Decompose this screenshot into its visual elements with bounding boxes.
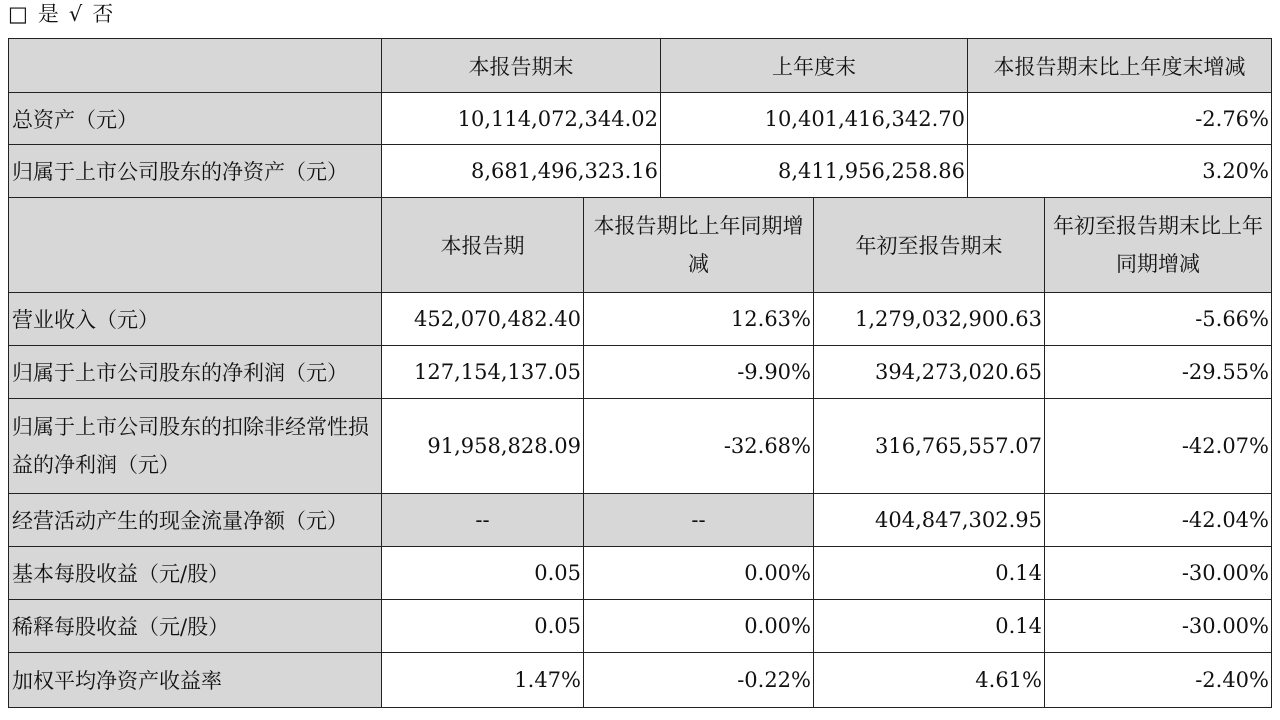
header-blank-cell: [8, 197, 382, 293]
data-cell: 10,401,416,342.70: [660, 92, 968, 145]
checkbox-icon: □: [8, 2, 28, 26]
data-cell: 0.14: [813, 599, 1045, 653]
data-cell: -2.76%: [967, 92, 1272, 145]
header-text: 本报告期比上年同期增减: [593, 214, 804, 276]
adjustment-indicator: [8, 0, 123, 28]
data-cell: -29.55%: [1044, 345, 1272, 399]
row-label: 经营活动产生的现金流量净额（元）: [8, 493, 382, 547]
row-label: 基本每股收益（元/股）: [8, 546, 382, 600]
header-cell: 本报告期末: [381, 38, 661, 93]
data-cell: 394,273,020.65: [813, 345, 1045, 399]
header-cell: 年初至报告期末: [813, 197, 1045, 293]
data-cell: --: [583, 493, 814, 547]
data-cell: 10,114,072,344.02: [381, 92, 661, 145]
row-label: 营业收入（元）: [8, 292, 382, 346]
data-cell: -9.90%: [583, 345, 814, 399]
row-label: 归属于上市公司股东的净利润（元）: [8, 345, 382, 399]
data-cell: -0.22%: [583, 652, 814, 708]
header-cell: [1044, 197, 1272, 293]
data-cell: --: [381, 493, 584, 547]
checkmark-icon: √: [68, 2, 83, 26]
data-cell: 8,681,496,323.16: [381, 144, 661, 198]
data-cell: 1.47%: [381, 652, 584, 708]
data-cell: 316,765,557.07: [813, 398, 1045, 494]
data-cell: -32.68%: [583, 398, 814, 494]
data-cell: 91,958,828.09: [381, 398, 584, 494]
data-cell: 0.00%: [583, 546, 814, 600]
data-cell: 4.61%: [813, 652, 1045, 708]
data-cell: 12.63%: [583, 292, 814, 346]
data-cell: 0.00%: [583, 599, 814, 653]
header-cell: 本报告期: [381, 197, 584, 293]
row-label: 归属于上市公司股东的净资产（元）: [8, 144, 382, 198]
data-cell: -30.00%: [1044, 546, 1272, 600]
row-label: 总资产（元）: [8, 92, 382, 145]
data-cell: 8,411,956,258.86: [660, 144, 968, 198]
row-label: 稀释每股收益（元/股）: [8, 599, 382, 653]
data-cell: 0.05: [381, 599, 584, 653]
option-yes-label: 是: [37, 2, 59, 26]
data-cell: 3.20%: [967, 144, 1272, 198]
data-cell: 452,070,482.40: [381, 292, 584, 346]
row-label: 加权平均净资产收益率: [8, 652, 382, 708]
row-label: [8, 398, 382, 494]
financial-data-table: [8, 38, 1272, 708]
header-text: 年初至报告期末比上年同期增减: [1053, 214, 1263, 276]
option-no-label: 否: [92, 2, 114, 26]
data-cell: -42.07%: [1044, 398, 1272, 494]
data-cell: 404,847,302.95: [813, 493, 1045, 547]
data-cell: -42.04%: [1044, 493, 1272, 547]
header-cell: 本报告期末比上年度末增减: [967, 38, 1272, 93]
data-cell: -2.40%: [1044, 652, 1272, 708]
header-cell: [583, 197, 814, 293]
data-cell: 127,154,137.05: [381, 345, 584, 399]
row-label-text: 归属于上市公司股东的扣除非经常性损益的净利润（元）: [12, 415, 369, 477]
data-cell: -5.66%: [1044, 292, 1272, 346]
data-cell: 0.14: [813, 546, 1045, 600]
header-cell: 上年度末: [660, 38, 968, 93]
header-blank-cell: [8, 38, 382, 93]
data-cell: 0.05: [381, 546, 584, 600]
data-cell: 1,279,032,900.63: [813, 292, 1045, 346]
data-cell: -30.00%: [1044, 599, 1272, 653]
